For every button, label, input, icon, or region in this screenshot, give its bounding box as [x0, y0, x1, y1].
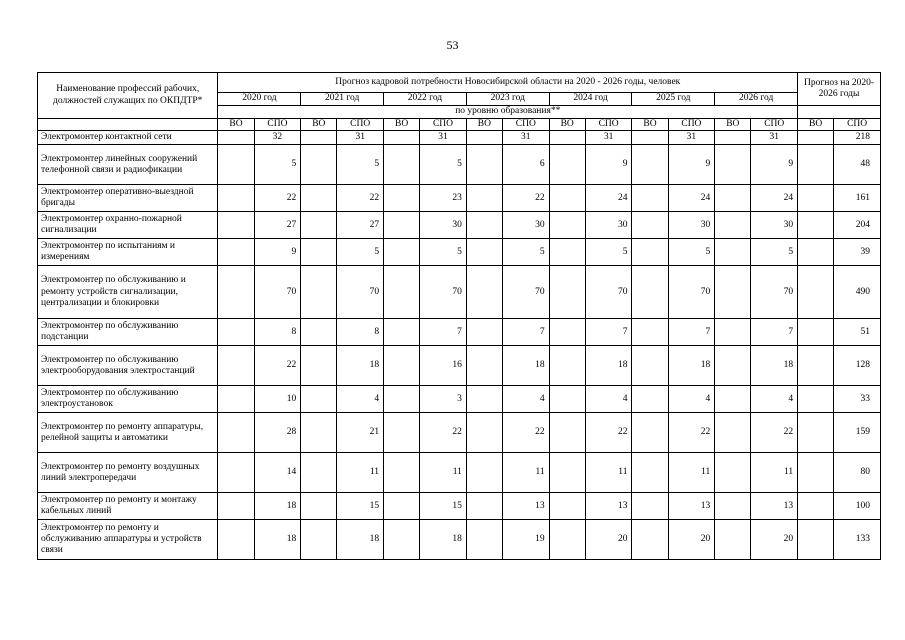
table-row	[38, 319, 881, 346]
profession-name-cell: Электромонтер по обслуживанию и ремонту устройств сигнализации, централизации и блокировки	[38, 266, 218, 319]
vo-value-cell	[301, 319, 337, 346]
vo-value-cell	[715, 520, 751, 560]
spo-value-cell: 31	[585, 131, 632, 145]
total-vo-cell	[798, 453, 834, 493]
vo-value-cell	[384, 520, 420, 560]
total-spo-cell: 159	[834, 413, 881, 453]
total-spo-cell: 218	[834, 131, 881, 145]
spo-value-cell: 70	[585, 266, 632, 319]
spo-value-cell: 3	[420, 386, 467, 413]
vo-value-cell	[715, 212, 751, 239]
vo-value-cell	[301, 145, 337, 185]
spo-value-cell: 9	[254, 239, 301, 266]
vo-value-cell	[549, 131, 585, 145]
spo-value-cell: 31	[751, 131, 798, 145]
spo-value-cell: 18	[585, 346, 632, 386]
vo-value-cell	[218, 413, 254, 453]
spo-value-cell: 24	[585, 185, 632, 212]
spo-value-cell: 8	[337, 319, 384, 346]
vo-value-cell	[466, 453, 502, 493]
vo-column-header: ВО	[715, 119, 751, 131]
vo-value-cell	[384, 386, 420, 413]
vo-value-cell	[301, 266, 337, 319]
spo-value-cell: 16	[420, 346, 467, 386]
vo-column-header: ВО	[798, 119, 834, 131]
vo-value-cell	[632, 386, 668, 413]
table-row	[38, 413, 881, 453]
vo-value-cell	[466, 239, 502, 266]
vo-value-cell	[466, 185, 502, 212]
profession-name-cell: Электромонтер оперативно-выездной бригады	[38, 185, 218, 212]
spo-value-cell: 6	[502, 145, 549, 185]
vo-value-cell	[632, 520, 668, 560]
spo-value-cell: 5	[585, 239, 632, 266]
spo-column-header: СПО	[254, 119, 301, 131]
vo-value-cell	[715, 413, 751, 453]
spo-value-cell: 22	[254, 185, 301, 212]
spo-value-cell: 7	[668, 319, 715, 346]
spo-value-cell: 5	[420, 145, 467, 185]
profession-name-cell: Электромонтер по ремонту воздушных линий электропередачи	[38, 453, 218, 493]
spo-value-cell: 24	[668, 185, 715, 212]
spo-value-cell: 13	[668, 493, 715, 520]
spo-column-header: СПО	[834, 119, 881, 131]
vo-value-cell	[549, 212, 585, 239]
vo-value-cell	[218, 346, 254, 386]
spo-value-cell: 31	[502, 131, 549, 145]
spo-value-cell: 30	[751, 212, 798, 239]
spo-value-cell: 7	[751, 319, 798, 346]
spo-value-cell: 4	[337, 386, 384, 413]
spo-value-cell: 11	[585, 453, 632, 493]
total-spo-cell: 128	[834, 346, 881, 386]
spo-value-cell: 21	[337, 413, 384, 453]
vo-value-cell	[218, 266, 254, 319]
spo-value-cell: 5	[751, 239, 798, 266]
vo-value-cell	[632, 413, 668, 453]
table-row	[38, 212, 881, 239]
vo-value-cell	[715, 453, 751, 493]
vo-value-cell	[466, 266, 502, 319]
profession-name-cell: Электромонтер контактной сети	[38, 131, 218, 145]
table-row	[38, 520, 881, 560]
total-vo-cell	[798, 212, 834, 239]
vo-value-cell	[466, 131, 502, 145]
spo-value-cell: 11	[751, 453, 798, 493]
spo-value-cell: 22	[502, 413, 549, 453]
total-spo-cell: 133	[834, 520, 881, 560]
vo-value-cell	[384, 319, 420, 346]
spo-column-header: СПО	[420, 119, 467, 131]
vo-value-cell	[466, 520, 502, 560]
vo-value-cell	[632, 493, 668, 520]
spo-value-cell: 10	[254, 386, 301, 413]
vo-value-cell	[549, 346, 585, 386]
profession-name-cell: Электромонтер по обслуживанию электроустановок	[38, 386, 218, 413]
spo-value-cell: 5	[668, 239, 715, 266]
spo-value-cell: 8	[254, 319, 301, 346]
spo-value-cell: 30	[585, 212, 632, 239]
vo-value-cell	[301, 453, 337, 493]
vo-value-cell	[301, 346, 337, 386]
vo-value-cell	[218, 453, 254, 493]
spo-value-cell: 19	[502, 520, 549, 560]
spo-value-cell: 5	[337, 145, 384, 185]
vo-value-cell	[301, 212, 337, 239]
vo-value-cell	[715, 185, 751, 212]
profession-name-cell: Электромонтер по обслуживанию электрооборудования электростанций	[38, 346, 218, 386]
vo-value-cell	[549, 413, 585, 453]
spo-value-cell: 4	[585, 386, 632, 413]
vo-value-cell	[715, 131, 751, 145]
vo-value-cell	[715, 319, 751, 346]
vo-value-cell	[632, 185, 668, 212]
spo-value-cell: 9	[751, 145, 798, 185]
total-vo-cell	[798, 319, 834, 346]
total-vo-cell	[798, 239, 834, 266]
table-row	[38, 346, 881, 386]
vo-column-header: ВО	[384, 119, 420, 131]
table-row	[38, 239, 881, 266]
vo-value-cell	[715, 493, 751, 520]
spo-value-cell: 5	[420, 239, 467, 266]
vo-value-cell	[301, 386, 337, 413]
spo-value-cell: 5	[337, 239, 384, 266]
vo-value-cell	[715, 145, 751, 185]
vo-value-cell	[218, 319, 254, 346]
forecast-table	[37, 72, 881, 560]
spo-value-cell: 9	[585, 145, 632, 185]
vo-value-cell	[466, 319, 502, 346]
spo-value-cell: 70	[502, 266, 549, 319]
spo-value-cell: 18	[668, 346, 715, 386]
vo-column-header: ВО	[218, 119, 254, 131]
table-row	[38, 145, 881, 185]
spo-value-cell: 22	[751, 413, 798, 453]
total-spo-cell: 80	[834, 453, 881, 493]
vo-value-cell	[301, 413, 337, 453]
vo-value-cell	[218, 185, 254, 212]
spo-value-cell: 11	[420, 453, 467, 493]
vo-value-cell	[715, 266, 751, 319]
spo-value-cell: 18	[337, 520, 384, 560]
spo-column-header: СПО	[337, 119, 384, 131]
spo-value-cell: 22	[337, 185, 384, 212]
total-vo-cell	[798, 346, 834, 386]
spo-value-cell: 7	[502, 319, 549, 346]
total-spo-cell: 100	[834, 493, 881, 520]
total-vo-cell	[798, 493, 834, 520]
spo-value-cell: 7	[420, 319, 467, 346]
year-header: 2021 год	[301, 93, 384, 106]
vo-value-cell	[549, 145, 585, 185]
spo-value-cell: 18	[751, 346, 798, 386]
vo-value-cell	[632, 266, 668, 319]
year-header: 2026 год	[715, 93, 798, 106]
spo-value-cell: 31	[337, 131, 384, 145]
spo-value-cell: 27	[254, 212, 301, 239]
total-vo-cell	[798, 185, 834, 212]
total-vo-cell	[798, 386, 834, 413]
spo-value-cell: 18	[337, 346, 384, 386]
total-vo-cell	[798, 145, 834, 185]
total-spo-cell: 204	[834, 212, 881, 239]
profession-name-cell: Электромонтер по ремонту и монтажу кабельных линий	[38, 493, 218, 520]
vo-value-cell	[301, 239, 337, 266]
vo-value-cell	[218, 493, 254, 520]
spo-value-cell: 27	[337, 212, 384, 239]
spo-value-cell: 23	[420, 185, 467, 212]
vo-value-cell	[466, 346, 502, 386]
profession-name-header: Наименование профессий рабочих, должностей служащих по ОКПДТР*	[38, 73, 218, 119]
year-header: 2022 год	[384, 93, 467, 106]
spo-value-cell: 31	[420, 131, 467, 145]
vo-value-cell	[466, 413, 502, 453]
total-spo-cell: 33	[834, 386, 881, 413]
vo-value-cell	[301, 520, 337, 560]
spo-value-cell: 13	[502, 493, 549, 520]
vo-value-cell	[549, 185, 585, 212]
year-header: 2024 год	[549, 93, 632, 106]
vo-value-cell	[301, 493, 337, 520]
table-header	[38, 73, 881, 131]
spo-value-cell: 18	[254, 493, 301, 520]
education-level-spacer	[798, 106, 881, 119]
spo-value-cell: 15	[337, 493, 384, 520]
profession-name-cell: Электромонтер по испытаниям и измерениям	[38, 239, 218, 266]
vo-value-cell	[632, 239, 668, 266]
education-level-header: по уровню образования**	[218, 106, 798, 119]
vo-value-cell	[549, 493, 585, 520]
spo-value-cell: 22	[420, 413, 467, 453]
vo-value-cell	[715, 346, 751, 386]
total-vo-cell	[798, 520, 834, 560]
total-vo-cell	[798, 131, 834, 145]
spo-column-header: СПО	[668, 119, 715, 131]
spo-value-cell: 14	[254, 453, 301, 493]
total-vo-cell	[798, 413, 834, 453]
spo-value-cell: 70	[420, 266, 467, 319]
spo-value-cell: 18	[254, 520, 301, 560]
profession-name-cell: Электромонтер охранно-пожарной сигнализации	[38, 212, 218, 239]
spo-value-cell: 70	[337, 266, 384, 319]
table-row	[38, 185, 881, 212]
vo-value-cell	[218, 131, 254, 145]
vo-value-cell	[632, 131, 668, 145]
vo-value-cell	[632, 346, 668, 386]
spo-column-header: СПО	[502, 119, 549, 131]
spo-value-cell: 20	[668, 520, 715, 560]
vo-value-cell	[301, 131, 337, 145]
table-row	[38, 493, 881, 520]
spo-value-cell: 5	[254, 145, 301, 185]
spo-value-cell: 13	[751, 493, 798, 520]
forecast-header: Прогноз кадровой потребности Новосибирской области на 2020 - 2026 годы, человек	[218, 73, 798, 93]
spo-value-cell: 11	[502, 453, 549, 493]
vo-value-cell	[549, 319, 585, 346]
vo-value-cell	[384, 185, 420, 212]
vo-value-cell	[549, 386, 585, 413]
total-spo-cell: 490	[834, 266, 881, 319]
vo-value-cell	[466, 212, 502, 239]
spo-value-cell: 70	[668, 266, 715, 319]
spo-value-cell: 20	[585, 520, 632, 560]
spo-value-cell: 28	[254, 413, 301, 453]
total-spo-cell: 48	[834, 145, 881, 185]
spo-value-cell: 22	[668, 413, 715, 453]
vo-value-cell	[715, 239, 751, 266]
name-subheader-blank	[38, 119, 218, 131]
table-body	[38, 131, 881, 560]
spo-value-cell: 11	[337, 453, 384, 493]
total-spo-cell: 51	[834, 319, 881, 346]
spo-value-cell: 15	[420, 493, 467, 520]
spo-column-header: СПО	[585, 119, 632, 131]
spo-value-cell: 31	[668, 131, 715, 145]
vo-value-cell	[466, 493, 502, 520]
vo-value-cell	[384, 212, 420, 239]
year-header: 2025 год	[632, 93, 715, 106]
vo-value-cell	[715, 386, 751, 413]
vo-column-header: ВО	[301, 119, 337, 131]
vo-value-cell	[632, 212, 668, 239]
spo-column-header: СПО	[751, 119, 798, 131]
year-header: 2023 год	[466, 93, 549, 106]
table-row	[38, 266, 881, 319]
spo-value-cell: 70	[254, 266, 301, 319]
year-header: 2020 год	[218, 93, 301, 106]
profession-name-cell: Электромонтер по ремонту аппаратуры, релейной защиты и автоматики	[38, 413, 218, 453]
total-spo-cell: 39	[834, 239, 881, 266]
spo-value-cell: 32	[254, 131, 301, 145]
vo-value-cell	[384, 131, 420, 145]
page-number: 53	[446, 38, 459, 52]
vo-value-cell	[384, 346, 420, 386]
spo-value-cell: 7	[585, 319, 632, 346]
vo-value-cell	[384, 239, 420, 266]
vo-column-header: ВО	[466, 119, 502, 131]
profession-name-cell: Электромонтер линейных сооружений телефонной связи и радиофикации	[38, 145, 218, 185]
vo-value-cell	[466, 145, 502, 185]
spo-value-cell: 11	[668, 453, 715, 493]
spo-value-cell: 18	[502, 346, 549, 386]
table-row	[38, 386, 881, 413]
spo-value-cell: 4	[668, 386, 715, 413]
vo-column-header: ВО	[549, 119, 585, 131]
spo-value-cell: 30	[502, 212, 549, 239]
vo-value-cell	[218, 520, 254, 560]
spo-value-cell: 30	[668, 212, 715, 239]
vo-value-cell	[218, 386, 254, 413]
vo-value-cell	[466, 386, 502, 413]
spo-value-cell: 30	[420, 212, 467, 239]
spo-value-cell: 70	[751, 266, 798, 319]
vo-value-cell	[549, 520, 585, 560]
vo-value-cell	[632, 319, 668, 346]
spo-value-cell: 22	[585, 413, 632, 453]
vo-value-cell	[384, 453, 420, 493]
vo-value-cell	[384, 413, 420, 453]
spo-value-cell: 24	[751, 185, 798, 212]
vo-value-cell	[384, 145, 420, 185]
spo-value-cell: 22	[254, 346, 301, 386]
spo-value-cell: 20	[751, 520, 798, 560]
table-row	[38, 453, 881, 493]
spo-value-cell: 4	[751, 386, 798, 413]
vo-value-cell	[301, 185, 337, 212]
total-spo-cell: 161	[834, 185, 881, 212]
vo-value-cell	[549, 453, 585, 493]
vo-value-cell	[632, 453, 668, 493]
table-row	[38, 131, 881, 145]
spo-value-cell: 13	[585, 493, 632, 520]
total-vo-cell	[798, 266, 834, 319]
vo-value-cell	[218, 145, 254, 185]
spo-value-cell: 4	[502, 386, 549, 413]
vo-value-cell	[384, 493, 420, 520]
profession-name-cell: Электромонтер по ремонту и обслуживанию аппаратуры и устройств связи	[38, 520, 218, 560]
spo-value-cell: 22	[502, 185, 549, 212]
vo-column-header: ВО	[632, 119, 668, 131]
spo-value-cell: 18	[420, 520, 467, 560]
total-forecast-header: Прогноз на 2020-2026 годы	[798, 73, 881, 106]
vo-value-cell	[218, 239, 254, 266]
vo-value-cell	[384, 266, 420, 319]
spo-value-cell: 5	[502, 239, 549, 266]
vo-value-cell	[632, 145, 668, 185]
vo-value-cell	[218, 212, 254, 239]
spo-value-cell: 9	[668, 145, 715, 185]
vo-value-cell	[549, 266, 585, 319]
profession-name-cell: Электромонтер по обслуживанию подстанции	[38, 319, 218, 346]
vo-value-cell	[549, 239, 585, 266]
